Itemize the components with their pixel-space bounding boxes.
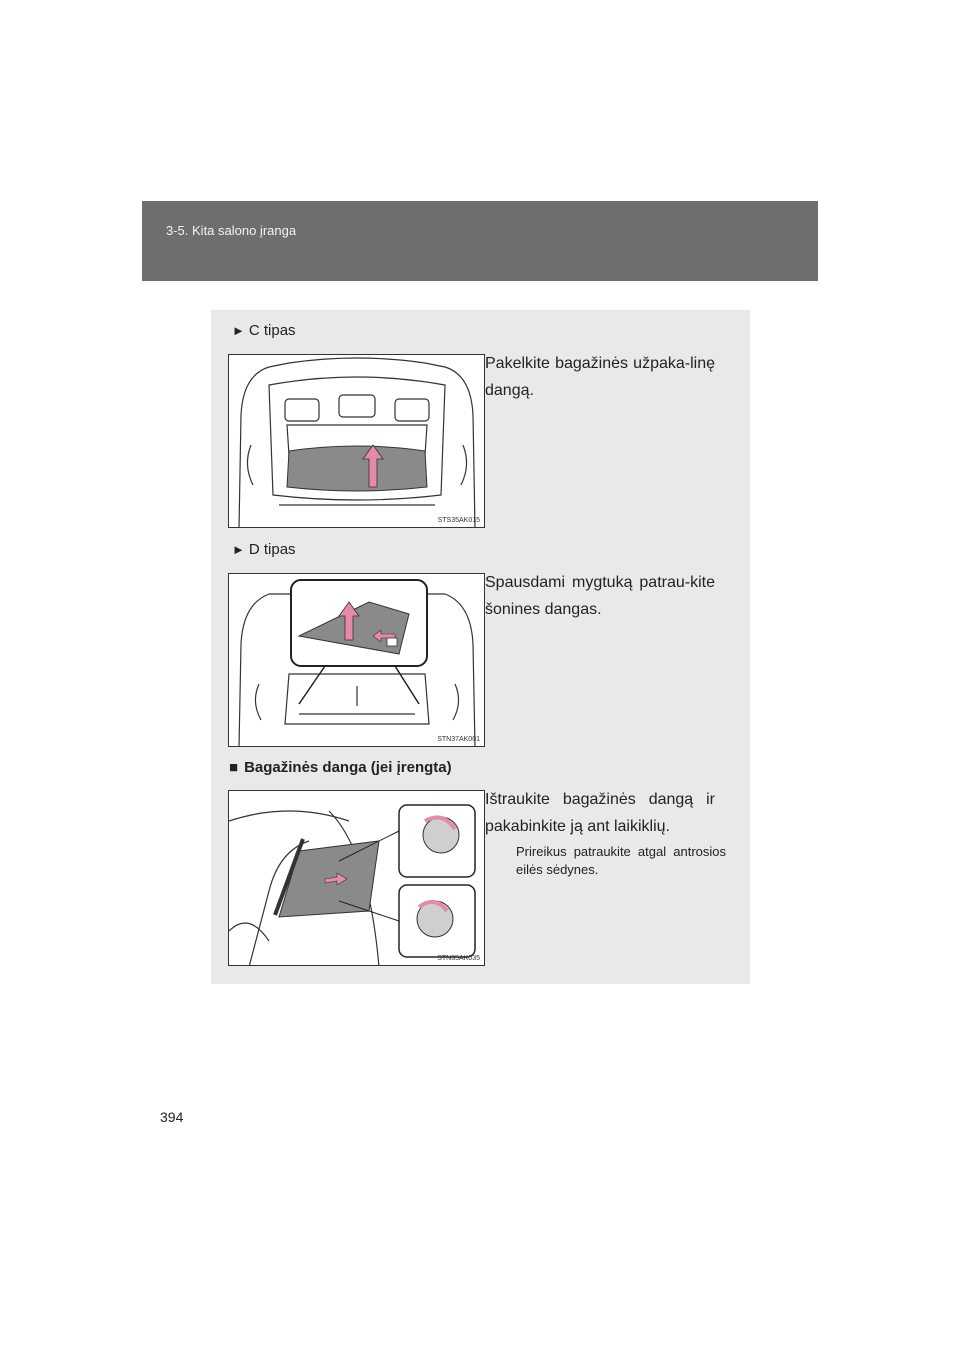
- figure-code: STN37AK001: [437, 736, 480, 743]
- triangle-right-icon: ►: [232, 542, 245, 557]
- cover-note: Prireikus patraukite atgal antrosios eilės sėdynes.: [516, 844, 726, 877]
- square-bullet-icon: ■: [229, 759, 239, 776]
- section-d-label-text: D tipas: [248, 541, 296, 558]
- figure-side-covers-d: [228, 573, 485, 747]
- page-number: 394: [160, 1109, 184, 1125]
- cover-text: Ištraukite bagažinės dangą ir pakabinkite ją ant laikiklių.: [485, 791, 715, 835]
- section-c-label: [232, 322, 296, 339]
- triangle-right-icon: ►: [232, 323, 245, 338]
- chapter-header: [142, 201, 818, 281]
- section-c-text: Pakelkite bagažinės užpaka-linę dangą.: [485, 355, 715, 399]
- side-covers-illustration: [229, 574, 485, 747]
- figure-tonneau-cover: [228, 790, 485, 966]
- chapter-title: 3-5. Kita salono įranga: [166, 223, 297, 238]
- figure-trunk-cover-c: [228, 354, 485, 528]
- cover-heading-text: Bagažinės danga (jei įrengta): [244, 759, 452, 776]
- figure-code: STS35AK015: [437, 517, 480, 524]
- cover-heading: [229, 759, 452, 776]
- section-d-label: [232, 541, 296, 558]
- tonneau-cover-illustration: [229, 791, 485, 966]
- section-d-text: Spausdami mygtuką patrau-kite šonines dangas.: [485, 574, 715, 618]
- section-c-label-text: C tipas: [248, 322, 296, 339]
- figure-code: STN35AK035: [437, 955, 480, 962]
- trunk-cover-illustration: [229, 355, 485, 528]
